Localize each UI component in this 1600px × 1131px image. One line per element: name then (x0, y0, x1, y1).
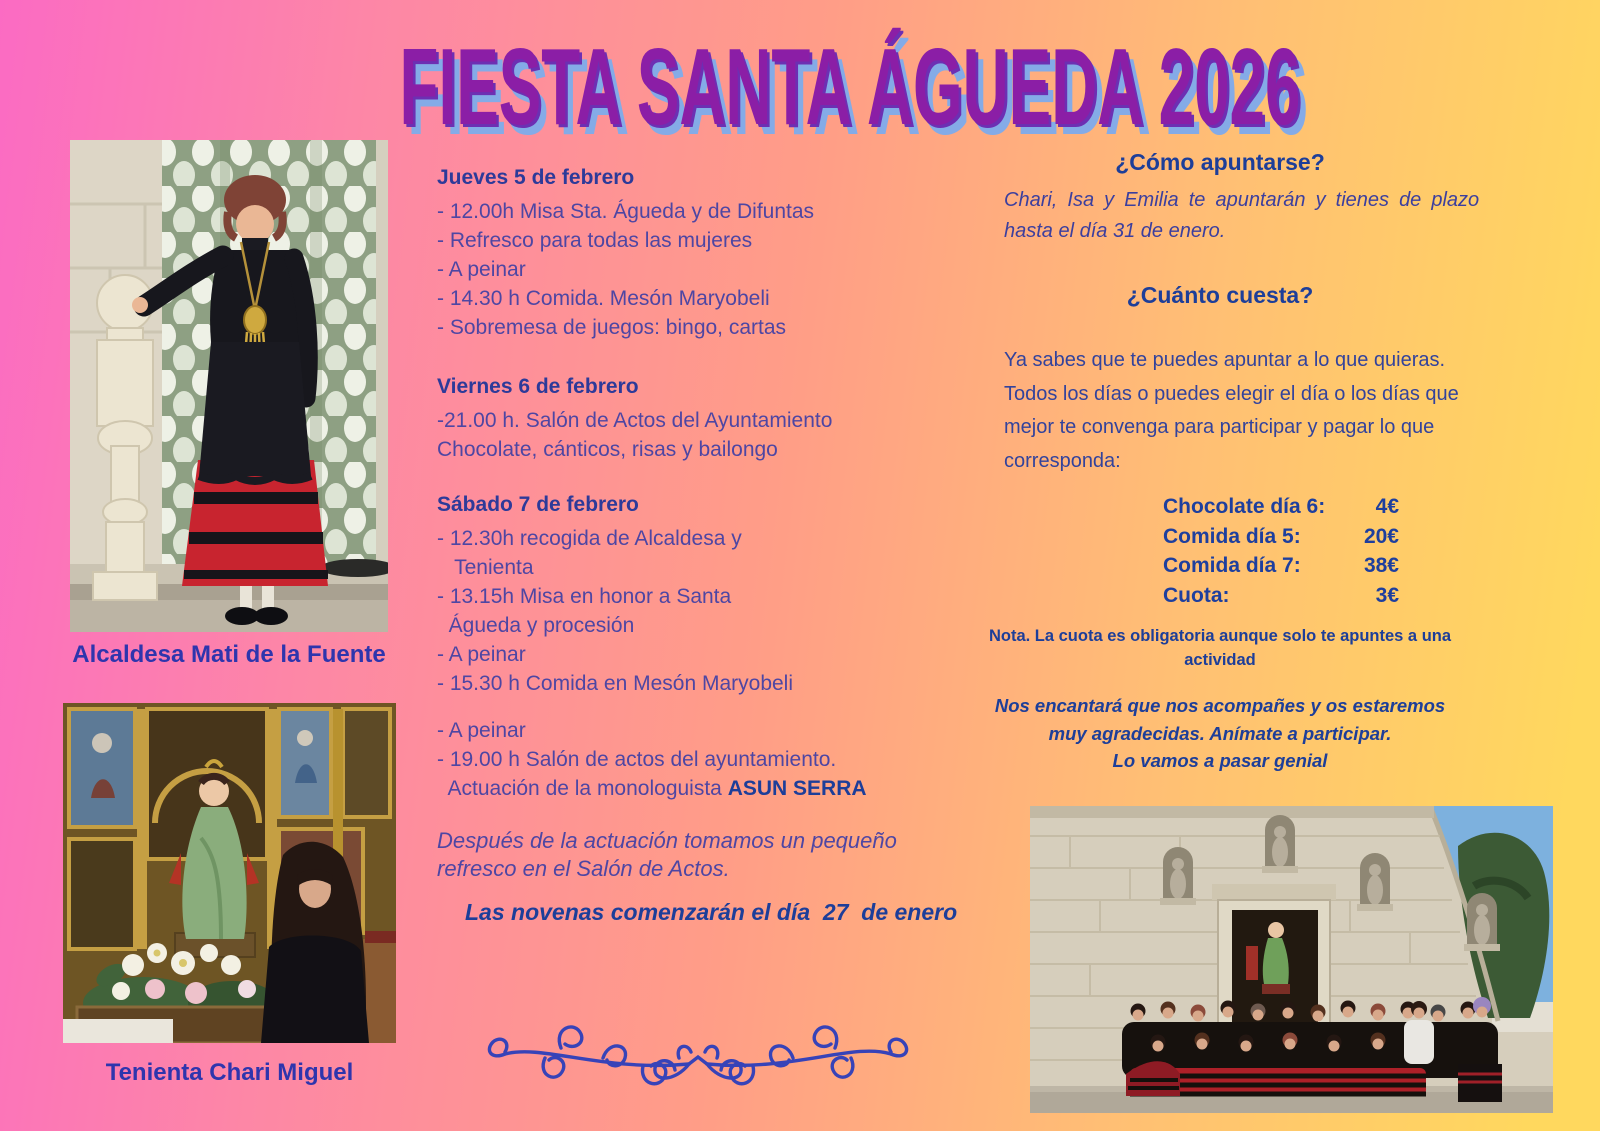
schedule-line: - A peinar (437, 643, 526, 666)
price-value: 20€ (1363, 524, 1399, 548)
schedule-line: - Sobremesa de juegos: bingo, cartas (437, 316, 787, 339)
price-value: 4€ (1375, 495, 1399, 518)
after-note-line: refresco en el Salón de Actos. (437, 855, 730, 881)
closing-line: Lo vamos a pasar genial (1112, 750, 1328, 771)
flourish-icon (483, 998, 913, 1113)
cuota-note (966, 624, 1474, 672)
schedule-line: - 12.00h Misa Sta. Águeda y de Difuntas (437, 200, 815, 223)
price-list (1163, 492, 1399, 610)
sabado-lines-a (437, 524, 947, 698)
schedule-line: - 12.30h recogida de Alcaldesa y (437, 527, 742, 550)
photo-caption-tenienta: Tenienta Chari Miguel (105, 1059, 354, 1086)
actuacion-text: Actuación de la monologuista (437, 777, 728, 800)
heading-jueves: Jueves 5 de febrero (437, 166, 635, 189)
after-show-note (437, 827, 947, 882)
price-label: Comida día 5: (1163, 524, 1301, 548)
price-label: Comida día 7: (1163, 554, 1301, 577)
closing-message (978, 692, 1462, 775)
flourish-divider (483, 998, 913, 1118)
photo-alcaldesa-illustration (70, 140, 388, 632)
signup-body (1004, 185, 1480, 246)
price-row (1163, 551, 1399, 581)
nota-line: actividad (1184, 651, 1256, 669)
novenas-note: Las novenas comenzarán el día 27 de enero (465, 899, 958, 925)
schedule-line: Águeda y procesión (437, 614, 635, 637)
poster-title: FIESTA SANTA ÁGUEDA 2026 (399, 25, 1301, 148)
heading-viernes: Viernes 6 de febrero (437, 375, 639, 398)
monologuista-name: ASUN SERRA (727, 777, 867, 800)
heading-como-apuntarse: ¿Cómo apuntarse? (1115, 149, 1325, 175)
schedule-line: - 15.30 h Comida en Mesón Maryobeli (437, 672, 794, 695)
price-label: Cuota: (1163, 583, 1230, 607)
actuacion-line (437, 774, 947, 803)
photo-group-illustration (1030, 806, 1553, 1113)
cost-line: corresponda: (1004, 449, 1121, 472)
schedule-line: - 13.15h Misa en honor a Santa (437, 585, 732, 608)
photo-caption-alcaldesa: Alcaldesa Mati de la Fuente (72, 641, 386, 668)
photo-alcaldesa (70, 140, 388, 632)
schedule-line: - Refresco para todas las mujeres (437, 229, 753, 252)
price-value: 3€ (1375, 583, 1399, 607)
after-note-line: Después de la actuación tomamos un pequeño (437, 828, 897, 853)
price-row (1163, 522, 1399, 552)
schedule-line: - 19.00 h Salón de actos del ayuntamiento. (437, 748, 837, 771)
price-row (1163, 581, 1399, 611)
heading-cuanto-cuesta: ¿Cuánto cuesta? (1126, 282, 1314, 308)
cost-line: Ya sabes que te puedes apuntar a lo que quieras. (1004, 349, 1446, 371)
signup-line: hasta el día 31 de enero. (1004, 219, 1226, 242)
closing-line: Nos encantará que nos acompañes y os estaremos (994, 695, 1446, 716)
schedule-line: -21.00 h. Salón de Actos del Ayuntamiento (437, 409, 833, 432)
info-column (978, 147, 1480, 775)
schedule-line: - A peinar (437, 719, 526, 742)
jueves-lines (437, 197, 947, 342)
cost-line: mejor te convenga para participar y pagar lo que (1004, 416, 1435, 438)
sabado-lines-b (437, 716, 947, 774)
signup-line: Chari, Isa y Emilia te apuntarán y tienes de plazo (1004, 189, 1480, 211)
photo-group-church (1030, 806, 1553, 1113)
schedule-line: - 14.30 h Comida. Mesón Maryobeli (437, 287, 770, 310)
price-label: Chocolate día 6: (1163, 495, 1326, 518)
schedule-column (437, 163, 958, 927)
schedule-line: Chocolate, cánticos, risas y bailongo (437, 438, 778, 461)
viernes-lines (437, 406, 947, 464)
photo-tenienta-illustration (63, 703, 396, 1043)
photo-tenienta (63, 703, 396, 1043)
schedule-line: - A peinar (437, 258, 526, 281)
price-value: 38€ (1363, 554, 1399, 577)
closing-line: muy agradecidas. Anímate a participar. (1048, 722, 1392, 744)
price-row (1163, 492, 1399, 522)
cost-line: Todos los días o puedes elegir el día o los días que (1004, 382, 1459, 405)
heading-sabado: Sábado 7 de febrero (437, 493, 639, 516)
nota-line: Nota. La cuota es obligatoria aunque solo te apuntes a una (988, 627, 1452, 645)
schedule-line: Tenienta (437, 556, 534, 579)
cost-body (1004, 344, 1462, 478)
